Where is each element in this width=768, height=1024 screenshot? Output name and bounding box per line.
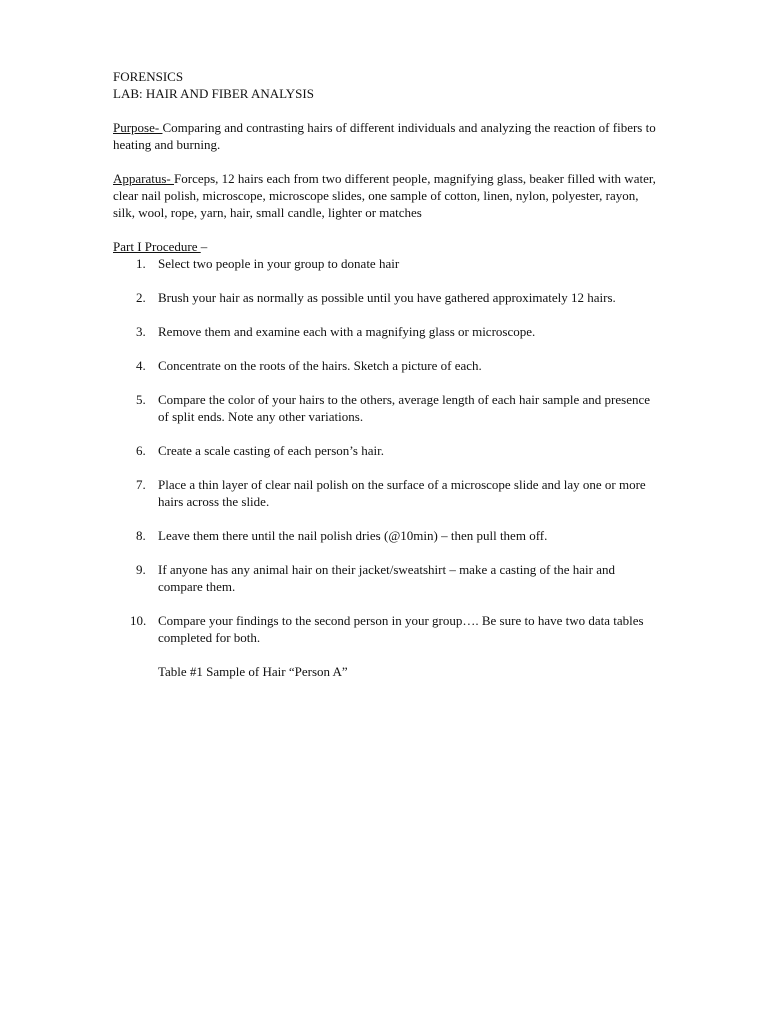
procedure-step <box>113 476 658 510</box>
step-text: Place a thin layer of clear nail polish on the surface of a microscope slide and lay one or more hairs across the slide. <box>158 477 646 509</box>
procedure-step <box>113 391 658 425</box>
spacer <box>113 153 658 170</box>
procedure-step <box>113 255 658 272</box>
apparatus-text: Forceps, 12 hairs each from two different people, magnifying glass, beaker filled with water, clear nail polish, microscope, microscope slides, one sample of cotton, linen, nylon, polyester, rayon, silk, wool, rope, yarn, hair, small candle, lighter or matches <box>113 171 656 220</box>
step-number: 1. <box>136 256 146 271</box>
step-number: 9. <box>136 562 146 577</box>
step-text: Brush your hair as normally as possible until you have gathered approximately 12 hairs. <box>158 290 616 305</box>
step-text: Create a scale casting of each person’s hair. <box>158 443 384 458</box>
course-title: FORENSICS <box>113 69 184 84</box>
step-text: Compare the color of your hairs to the others, average length of each hair sample and presence of split ends. Note any other variations. <box>158 392 651 424</box>
step-number: 10. <box>130 613 147 628</box>
step-number: 7. <box>136 477 146 492</box>
spacer <box>113 221 658 238</box>
step-number: 6. <box>136 443 146 458</box>
procedure-step <box>113 527 658 544</box>
part1-label: Part I Procedure <box>113 239 201 254</box>
apparatus-label: Apparatus- <box>113 171 175 186</box>
purpose-label: Purpose- <box>113 120 163 135</box>
step-number: 5. <box>136 392 146 407</box>
step-number: 4. <box>136 358 146 373</box>
purpose-section <box>113 119 658 153</box>
procedure-step <box>113 289 658 306</box>
step-text: Select two people in your group to donate hair <box>158 256 400 271</box>
spacer <box>113 102 658 119</box>
part1-dash: – <box>200 239 208 254</box>
procedure-step <box>113 357 658 374</box>
step-text: If anyone has any animal hair on their jacket/sweatshirt – make a casting of the hair and compare them. <box>158 562 615 594</box>
step-text: Remove them and examine each with a magnifying glass or microscope. <box>158 324 536 339</box>
lab-title: LAB: HAIR AND FIBER ANALYSIS <box>113 86 314 101</box>
step-number: 2. <box>136 290 146 305</box>
step-number: 8. <box>136 528 146 543</box>
procedure-step <box>113 323 658 340</box>
document-page <box>113 68 658 680</box>
part1-heading <box>113 238 658 255</box>
apparatus-section <box>113 170 658 221</box>
procedure-step <box>113 442 658 459</box>
step-number: 3. <box>136 324 146 339</box>
procedure-step <box>113 561 658 595</box>
step-text: Leave them there until the nail polish dries (@10min) – then pull them off. <box>158 528 548 543</box>
step-text: Concentrate on the roots of the hairs. Sketch a picture of each. <box>158 358 482 373</box>
procedure-step <box>113 612 658 646</box>
step-text: Compare your findings to the second person in your group…. Be sure to have two data tables completed for both. <box>158 613 644 645</box>
procedure-list <box>113 255 658 646</box>
table-caption: Table #1 Sample of Hair “Person A” <box>158 664 348 679</box>
purpose-text: Comparing and contrasting hairs of different individuals and analyzing the reaction of fibers to heating and burning. <box>113 120 656 152</box>
